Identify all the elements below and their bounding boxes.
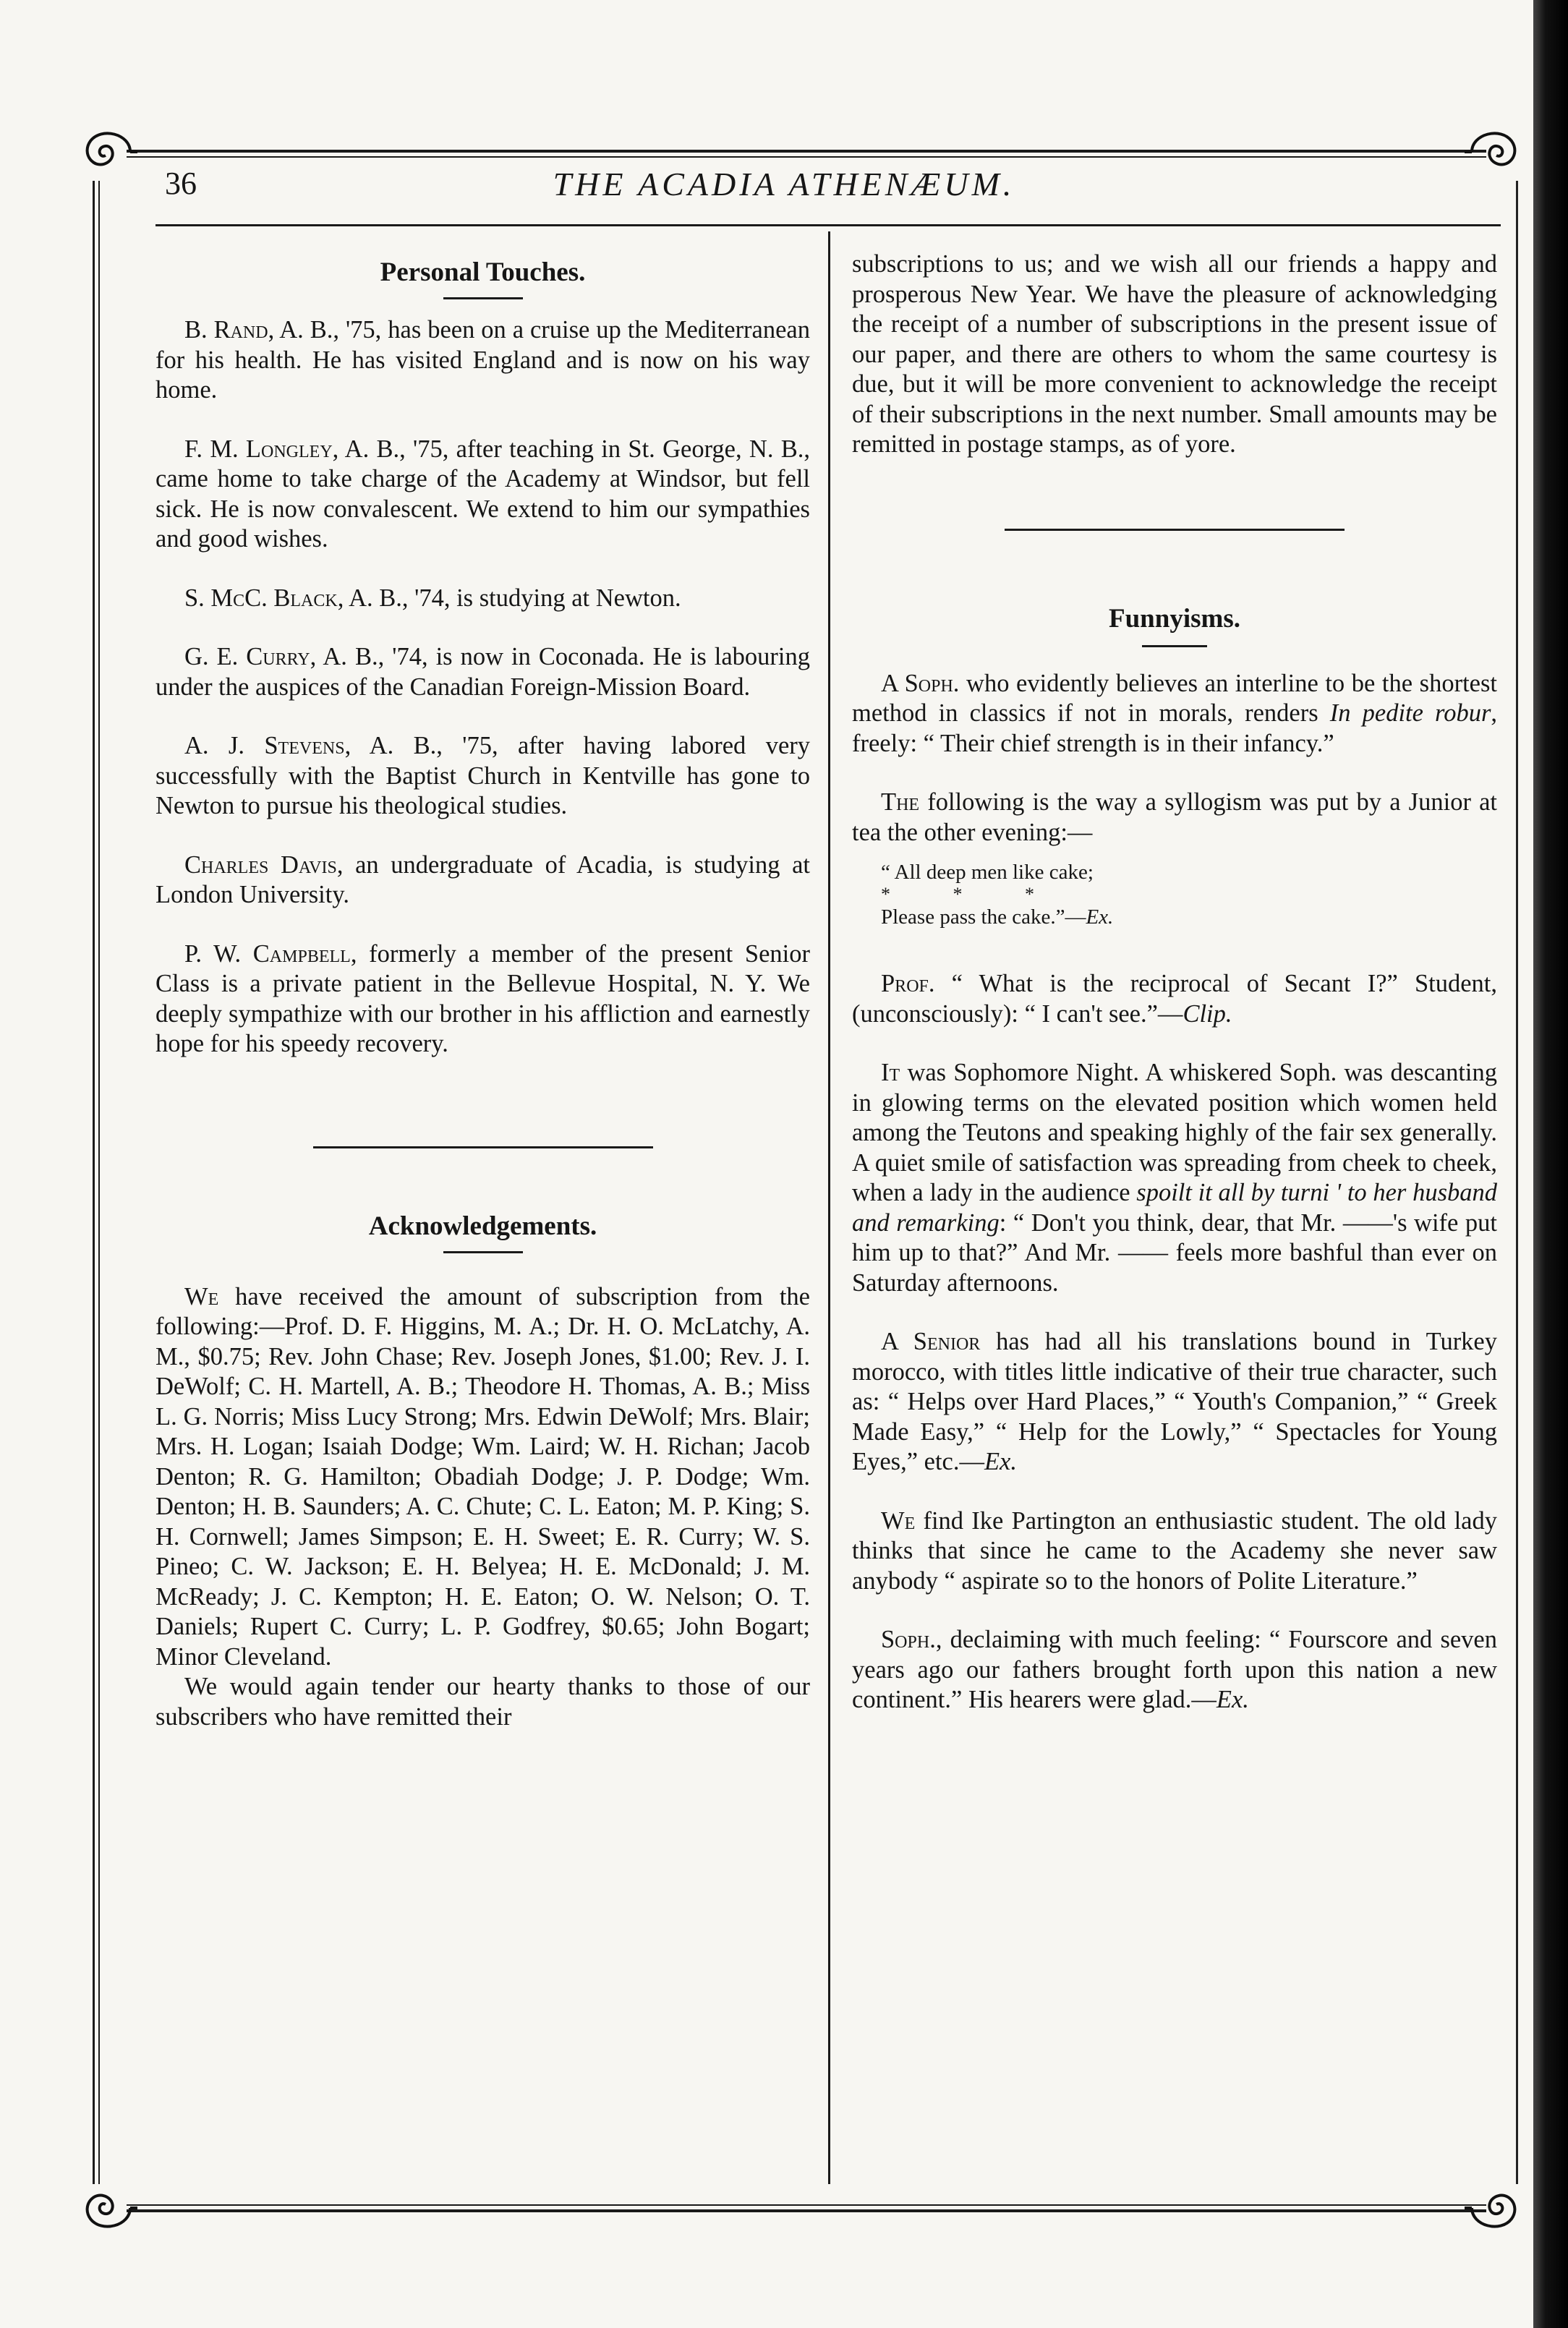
personal-item: S. McC. Black, A. B., '74, is studying at Newton.	[184, 584, 681, 612]
funny-item: A Senior has had all his translations bound in Turkey morocco, with titles little indicative of their true character, such as: “ Helps over Hard Places,” “ Youth's Companion,” “ Greek Made Easy,” “ Help for the Lowly,” “ Spectacles for Young Eyes,” etc.—Ex.	[852, 1328, 1497, 1475]
funny-item: It was Sophomore Night. A whiskered Soph. was descanting in glowing terms on the elevated position which women held among the Teutons and speaking highly of the fair sex generally. A quiet smile of satisfaction was spreading from cheek to cheek, when a lady in the audience spoilt it all by turni ' to her husband and remarking: “ Don't you think, dear, that Mr. ——'s wife put him up to that?” And Mr. —— feels more bashful than ever on Saturday afternoons.	[852, 1059, 1497, 1297]
title-underline	[443, 1251, 523, 1253]
left-border-rule	[93, 181, 95, 2184]
title-underline	[443, 297, 523, 299]
section-separator	[1005, 529, 1345, 531]
column-divider	[828, 231, 830, 2184]
running-title: THE ACADIA ATHENÆUM.	[553, 166, 1015, 202]
personal-item: G. E. Curry, A. B., '74, is now in Coconada. He is labouring under the auspices of the Canadian Foreign-Mission Board.	[155, 643, 810, 701]
scroll-ornament-bottom-left	[72, 2175, 137, 2240]
personal-item: F. M. Longley, A. B., '75, after teaching in St. George, N. B., came home to take charge of the Academy at Windsor, but fell sick. He is now convalescent. We extend to him our sympathies and good wishes.	[155, 435, 810, 553]
acknowledgement-continuation: subscriptions to us; and we wish all our friends a happy and prosperous New Year. We have the pleasure of acknowledging the receipt of a number of subscriptions in the present issue of our paper, and there are others to whom the same courtesy is due, but it will be more convenient to acknowledge the receipt of their subscriptions in the next number. Small amounts may be remitted in postage stamps, as of yore.	[852, 250, 1497, 458]
page-header	[0, 165, 1568, 208]
scan-edge-shadow	[1533, 0, 1568, 2328]
acknowledgement-paragraph-2: We would again tender our hearty thanks to those of our subscribers who have remitted their	[155, 1673, 810, 1731]
funny-item: Soph., declaiming with much feeling: “ Fourscore and seven years ago our fathers brought forth upon this nation a new continent.” His hearers were glad.—Ex.	[852, 1626, 1497, 1713]
section-separator	[313, 1146, 653, 1148]
bottom-rule-outer	[127, 2209, 1486, 2212]
personal-item: B. Rand, A. B., '75, has been on a cruise up the Mediterranean for his health. He has visited England and is now on his way home.	[155, 316, 810, 404]
page-number: 36	[165, 166, 197, 201]
syllogism-verse-1: “ All deep men like cake;	[881, 861, 1094, 884]
funny-item: The following is the way a syllogism was put by a Junior at tea the other evening:—	[852, 788, 1497, 846]
section-title-funnyisms: Funnyisms.	[1109, 603, 1240, 634]
bottom-rule	[127, 2204, 1486, 2206]
top-rule-inner	[127, 156, 1486, 158]
funny-item: We find Ike Partington an enthusiastic student. The old lady thinks that since he came to the Academy she never saw anybody “ aspirate so to the honors of Polite Literature.”	[852, 1506, 1497, 1595]
personal-item: Charles Davis, an undergraduate of Acadia, is studying at London University.	[155, 850, 810, 908]
left-column	[155, 250, 810, 1732]
asterism: * * *	[881, 884, 1063, 905]
personal-item: A. J. Stevens, A. B., '75, after having labored very successfully with the Baptist Church in Kentville has gone to Newton to pursue his theological studies.	[155, 732, 810, 819]
top-rule	[127, 150, 1486, 153]
right-border-rule	[1516, 181, 1518, 2184]
right-column	[852, 250, 1497, 1715]
section-title-acknowledgements: Acknowledgements.	[368, 1211, 597, 1241]
title-underline	[1142, 645, 1207, 647]
header-rule	[155, 224, 1501, 226]
funny-item: A Soph. who evidently believes an interline to be the shortest method in classics if not in morals, renders In pedite robur, freely: “ Their chief strength is in their infancy.”	[852, 669, 1497, 757]
syllogism-verse-2: Please pass the cake.”—Ex.	[881, 905, 1114, 929]
left-border-rule-inner	[98, 181, 100, 2184]
acknowledgement-paragraph: We have received the amount of subscription from the following:—Prof. D. F. Higgins, M. A.; Dr. H. O. McLatchy, A. M., $0.75; Rev. John Chase; Rev. Joseph Jones, $1.00; Rev. J. I. DeWolf; C. H. Martell, A. B.; Theodore H. Thomas, A. B.; Miss L. G. Norris; Miss Lucy Strong; Mrs. Edwin DeWolf; Mrs. Blair; Mrs. H. Logan; Isaiah Dodge; Wm. Laird; W. H. Richan; Jacob Denton; R. G. Hamilton; Obadiah Dodge; J. P. Dodge; Wm. Denton; H. B. Saunders; A. C. Chute; C. L. Eaton; M. P. King; S. H. Cornwell; James Simpson; E. H. Sweet; E. R. Curry; W. S. Pineo; C. W. Jackson; E. H. Belyea; H. E. McDonald; J. M. McReady; J. C. Kempton; H. E. Eaton; O. W. Nelson; O. T. Daniels; Rupert C. Curry; L. P. Godfrey, $0.65; John Bogart; Minor Cleveland.	[155, 1282, 810, 1671]
scroll-ornament-bottom-right	[1465, 2175, 1530, 2240]
funny-item: Prof. “ What is the reciprocal of Secant I?” Student, (unconsciously): “ I can't see.”—Clip.	[852, 970, 1497, 1028]
section-title-personal: Personal Touches.	[380, 257, 586, 287]
personal-item: P. W. Campbell, formerly a member of the present Senior Class is a private patient in the Bellevue Hospital, N. Y. We deeply sympathize with our brother in his affliction and earnestly hope for his speedy recovery.	[155, 939, 810, 1057]
